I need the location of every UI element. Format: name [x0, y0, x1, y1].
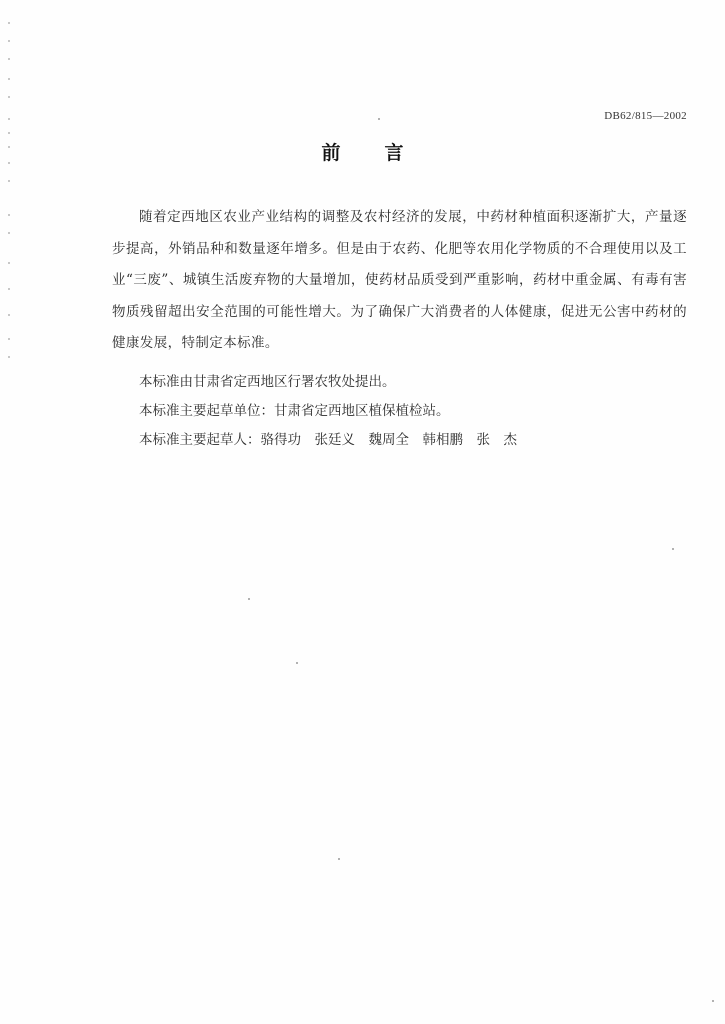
standard-code: DB62/815—2002	[604, 110, 687, 122]
foreword-paragraph: 随着定西地区农业产业结构的调整及农村经济的发展，中药材种植面积逐渐扩大，产量逐步提高，外销品种和数量逐年增多。但是由于农药、化肥等农用化学物质的不合理使用以及工业“三废”、城镇生活废弃物的大量增加，使药材品质受到严重影响，药材中重金属、有毒有害物质残留超出安全范围的可能性增大。为了确保广大消费者的人体健康，促进无公害中药材的健康发展，特制定本标准。	[112, 209, 687, 351]
scan-speck	[248, 598, 250, 600]
proposer-statement: 本标准由甘肃省定西地区行署农牧处提出。	[139, 373, 396, 390]
page-title: 前言	[321, 142, 448, 164]
scan-speck	[338, 858, 340, 860]
drafting-unit-statement: 本标准主要起草单位：甘肃省定西地区植保植检站。	[139, 402, 450, 419]
scan-speck	[672, 548, 674, 550]
scan-speck	[378, 118, 380, 120]
drafters-statement: 本标准主要起草人：骆得功 张廷义 魏周全 韩相鹏 张 杰	[139, 431, 517, 448]
foreword-body	[112, 202, 687, 455]
scan-speck	[296, 662, 298, 664]
scan-speck	[712, 1000, 714, 1002]
